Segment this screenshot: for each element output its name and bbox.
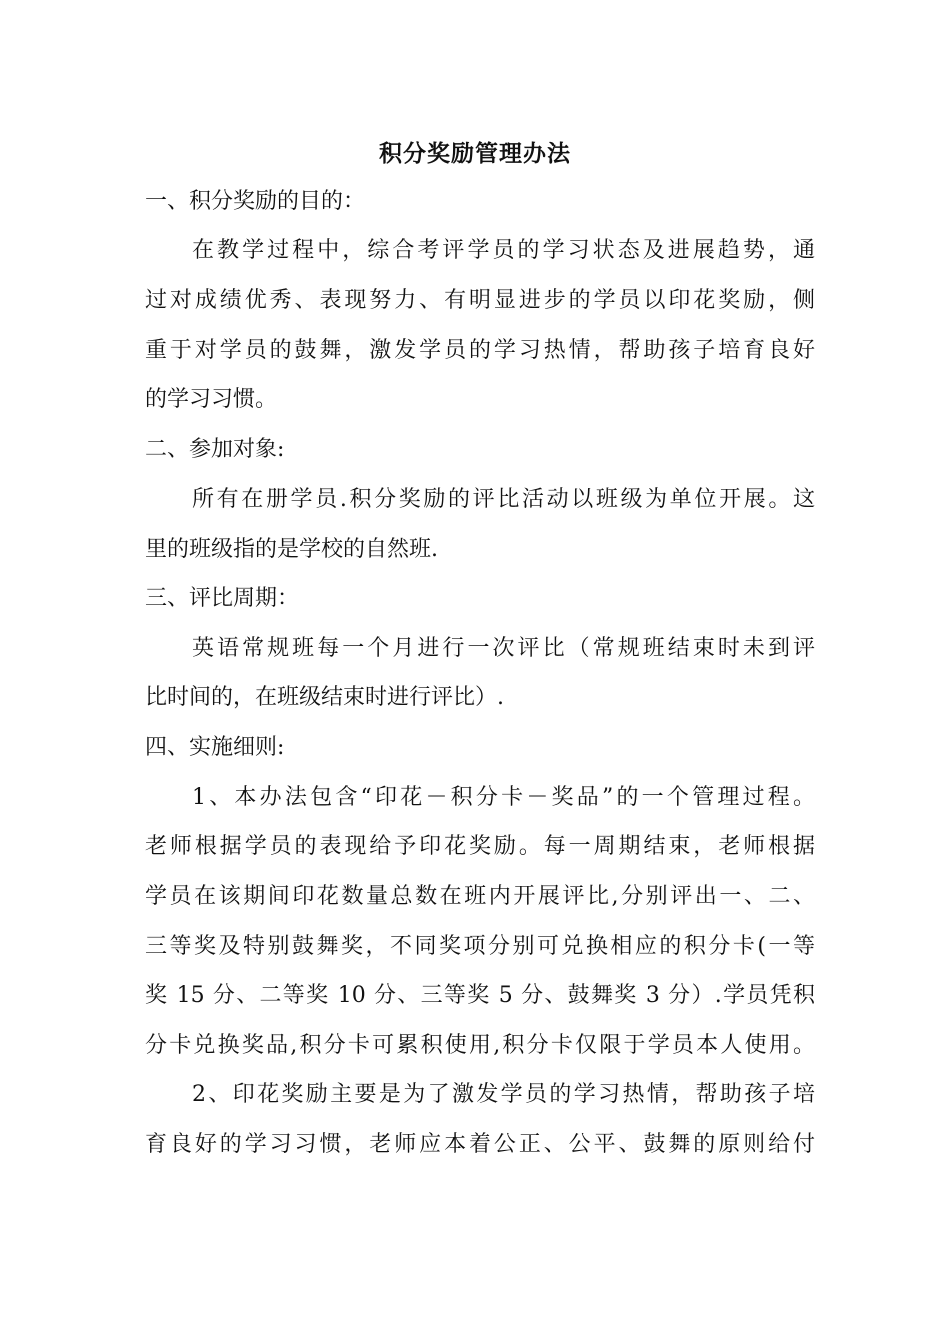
- paragraph-line: 在教学过程中，综合考评学员的学习状态及进展趋势，通: [192, 238, 815, 263]
- paragraph-line: 三等奖及特别鼓舞奖，不同奖项分别可兑换相应的积分卡(一等: [145, 934, 815, 959]
- paragraph-line: 英语常规班每一个月进行一次评比（常规班结束时未到评: [192, 636, 815, 661]
- section-heading-purpose: 一、积分奖励的目的：: [145, 189, 366, 214]
- paragraph-line: 奖 15 分、二等奖 10 分、三等奖 5 分、鼓舞奖 3 分）.学员凭积: [145, 983, 815, 1008]
- section-heading-rules: 四、实施细则:: [145, 735, 285, 760]
- section-heading-participants: 二、参加对象:: [145, 437, 285, 462]
- paragraph-line: 里的班级指的是学校的自然班.: [145, 537, 438, 562]
- paragraph-line: 的学习习惯。: [145, 387, 278, 412]
- paragraph-line: 学员在该期间印花数量总数在班内开展评比,分别评出一、二、: [145, 884, 815, 909]
- paragraph-line: 比时间的，在班级结束时进行评比）.: [145, 685, 504, 710]
- paragraph-line: 育良好的学习习惯，老师应本着公正、公平、鼓舞的原则给付: [145, 1132, 815, 1157]
- paragraph-line: 分卡兑换奖品,积分卡可累积使用,积分卡仅限于学员本人使用。: [145, 1033, 815, 1058]
- section-heading-cycle: 三、评比周期：: [145, 586, 300, 611]
- paragraph-line: 2、印花奖励主要是为了激发学员的学习热情，帮助孩子培: [192, 1082, 815, 1107]
- paragraph-line: 所有在册学员.积分奖励的评比活动以班级为单位开展。这: [192, 487, 815, 512]
- document-title: 积分奖励管理办法: [379, 141, 571, 167]
- paragraph-line: 重于对学员的鼓舞，激发学员的学习热情，帮助孩子培育良好: [145, 338, 815, 363]
- paragraph-line: 1、本办法包含“印花－积分卡－奖品”的一个管理过程。: [192, 785, 815, 810]
- paragraph-line: 老师根据学员的表现给予印花奖励。每一周期结束，老师根据: [145, 834, 815, 859]
- paragraph-line: 过对成绩优秀、表现努力、有明显进步的学员以印花奖励，侧: [145, 288, 815, 313]
